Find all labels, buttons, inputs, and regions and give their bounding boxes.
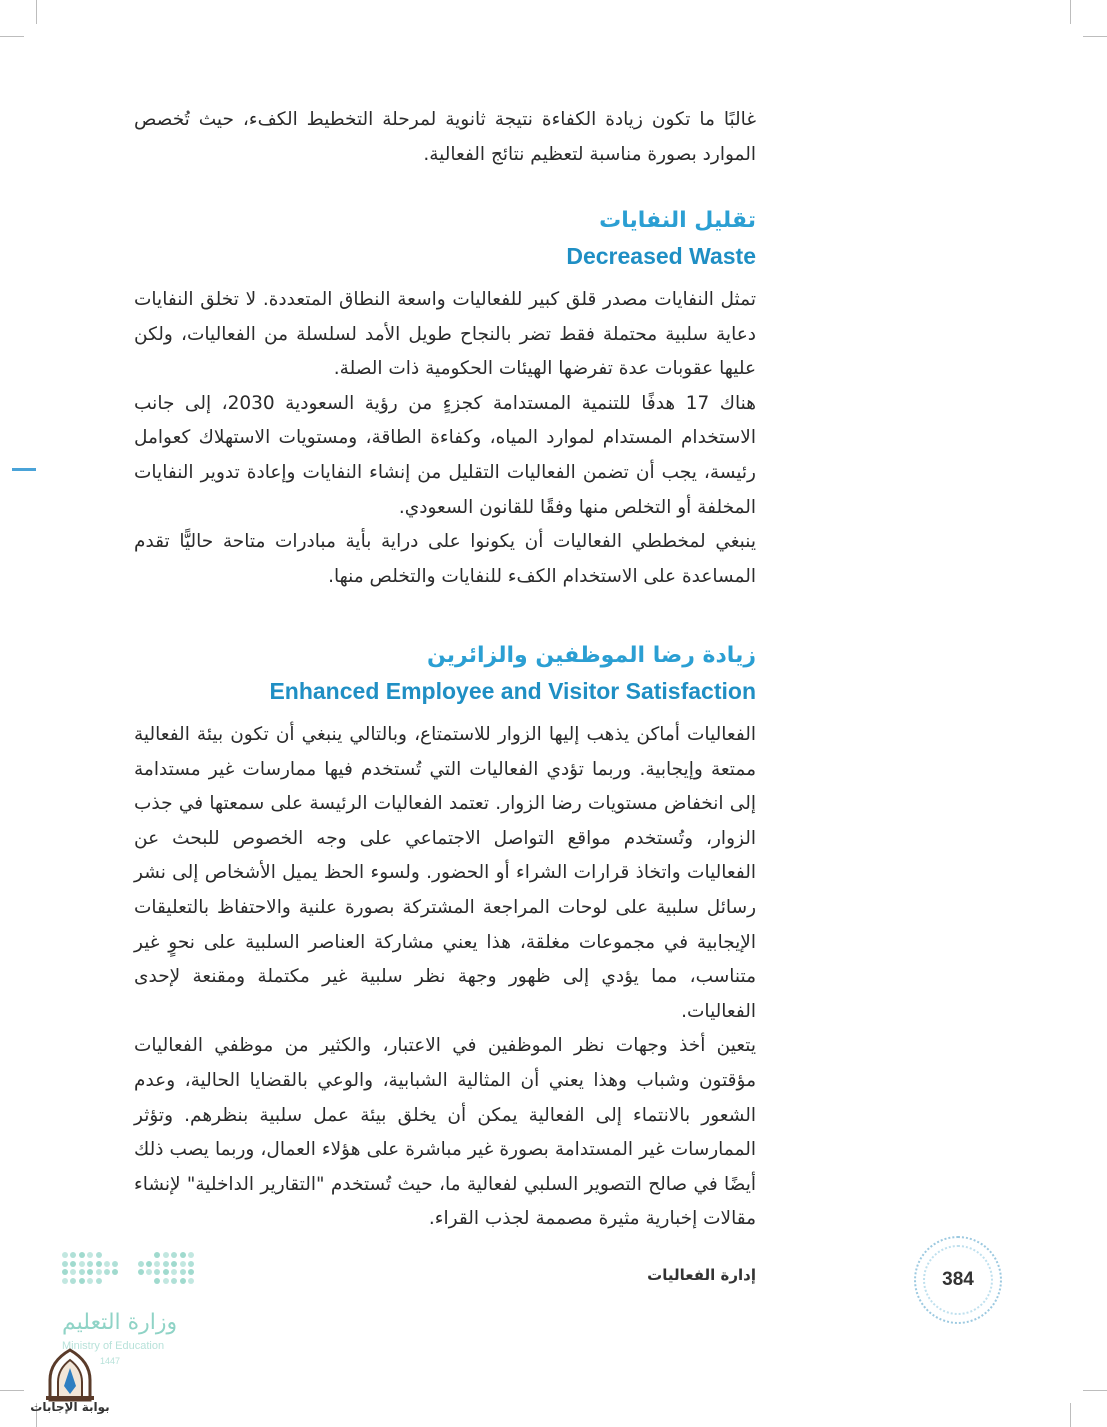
margin-marker [12,468,36,471]
section-enhanced-satisfaction [134,638,756,1237]
section-title-ar: زيادة رضا الموظفين والزائرين [426,643,756,668]
crop-mark [36,0,37,24]
logo-dot [87,1261,93,1267]
logo-dot [70,1261,76,1267]
logo-dot [62,1278,68,1284]
logo-dot [96,1269,102,1275]
crop-mark [1070,1403,1071,1427]
ministry-dots-icon [62,1252,196,1288]
section-decreased-waste [134,203,756,594]
section-title-ar: تقليل النفايات [599,208,756,233]
logo-dot [70,1278,76,1284]
logo-dot [171,1261,177,1267]
logo-dot [79,1252,85,1258]
logo-dot [188,1278,194,1284]
body-paragraph: يتعين أخذ وجهات نظر الموظفين في الاعتبار، والكثير من موظفي الفعاليات مؤقتون وشباب وهذا يعني أن المثالية الشبابية، والوعي بالقضايا الحالية، وعدم الشعور بالانتماء إلى الفعالية يمكن أن يخلق بيئة عمل سلبية بنظرهم. وتؤثر الممارسات غير المستدامة بصورة غير مباشرة على هؤلاء العمال، وربما يصب ذلك أيضًا في صالح التصوير السلبي لفعالية ما، حيث تُستخدم "التقارير الداخلية" لإنشاء مقالات إخبارية مثيرة مصممة لجذب القراء. [134,1035,756,1230]
logo-dot [154,1261,160,1267]
logo-dot [188,1269,194,1275]
logo-dot [79,1269,85,1275]
logo-dot [163,1252,169,1258]
portal-caption: بوابة الإجابات [30,1400,110,1414]
crop-mark [1083,1390,1107,1391]
logo-dot [104,1261,110,1267]
logo-dot [163,1269,169,1275]
logo-dot [79,1261,85,1267]
logo-dot [180,1252,186,1258]
logo-dot [171,1252,177,1258]
section-title-en: Enhanced Employee and Visitor Satisfaction [269,678,756,704]
section-title-en: Decreased Waste [566,243,756,269]
logo-dot [62,1269,68,1275]
portal-watermark [30,1346,110,1422]
logo-dot [96,1261,102,1267]
logo-dot [154,1252,160,1258]
logo-dot [188,1252,194,1258]
logo-dot [146,1261,152,1267]
crop-mark [0,36,24,37]
logo-dot [154,1269,160,1275]
page-number: 384 [942,1269,974,1290]
body-paragraph: ينبغي لمخططي الفعاليات أن يكونوا على دراية بأية مبادرات متاحة حاليًّا تقدم المساعدة على الاستخدام الكفء للنفايات والتخلص منها. [134,531,756,587]
logo-dot [87,1278,93,1284]
logo-dot [87,1269,93,1275]
logo-dot [70,1269,76,1275]
crop-mark [0,1390,24,1391]
logo-dot [146,1269,152,1275]
logo-dot [104,1269,110,1275]
body-paragraph: تمثل النفايات مصدر قلق كبير للفعاليات واسعة النطاق المتعددة. لا تخلق النفايات دعاية سلبية محتملة فقط تضر بالنجاح طويل الأمد لسلسلة من الفعاليات، ولكن عليها عقوبات عدة تفرضها الهيئات الحكومية ذات الصلة. [134,289,756,380]
logo-dot [62,1261,68,1267]
logo-dot [79,1278,85,1284]
logo-dot [171,1278,177,1284]
book-title: إدارة الفعاليات [647,1266,756,1284]
logo-dot [163,1278,169,1284]
logo-dot [180,1269,186,1275]
body-paragraph: هناك 17 هدفًا للتنمية المستدامة كجزءٍ من رؤية السعودية 2030، إلى جانب الاستخدام المستدام لموارد المياه، وكفاءة الطاقة، ومستويات الاستهلاك كعوامل رئيسة، يجب أن تضمن الفعاليات التقليل من إنشاء النفايات وإعادة تدوير النفايات المخلفة أو التخلص منها وفقًا للقانون السعودي. [134,392,756,518]
ministry-name-en: Ministry of Education [62,1340,165,1352]
logo-dot [112,1269,118,1275]
logo-dot [154,1278,160,1284]
logo-dot [163,1261,169,1267]
logo-dot [171,1269,177,1275]
logo-dot [180,1278,186,1284]
logo-dot [138,1269,144,1275]
page-number-ring [923,1245,993,1315]
intro-paragraph: غالبًا ما تكون زيادة الكفاءة نتيجة ثانوية لمرحلة التخطيط الكفء، حيث تُخصص الموارد بصورة مناسبة لتعظيم نتائج الفعالية. [134,109,756,165]
logo-dot [96,1252,102,1258]
logo-dot [87,1252,93,1258]
body-paragraph: الفعاليات أماكن يذهب إليها الزوار للاستمتاع، وبالتالي ينبغي أن تكون بيئة الفعالية ممتعة وإيجابية. وربما تؤدي الفعاليات التي تُستخدم فيها ممارسات غير مستدامة إلى انخفاض مستويات رضا الزوار. تعتمد الفعاليات الرئيسة على سمعتها في جذب الزوار، وتُستخدم مواقع التواصل الاجتماعي على وجه الخصوص للبحث عن الفعاليات واتخاذ قرارات الشراء أو الحضور. ولسوء الحظ يميل الأشخاص إلى نشر رسائل سلبية على لوحات المراجعة المشتركة بصورة علنية والاحتفاظ بالتعليقات الإيجابية في مجموعات مغلقة، هذا يعني مشاركة العناصر السلبية على نحوٍ غير متناسب، مما يؤدي إلى ظهور وجهة نظر سلبية غير مكتملة ومقنعة لإحدى الفعاليات. [134,724,756,1022]
logo-dot [70,1252,76,1258]
logo-dot [138,1261,144,1267]
logo-dot [112,1261,118,1267]
ministry-year: 1447 [100,1356,121,1366]
ministry-name-ar: وزارة التعليم [62,1310,178,1335]
logo-dot [62,1252,68,1258]
intro-block [134,103,756,172]
logo-dot [188,1261,194,1267]
mosque-icon [30,1346,110,1402]
logo-dot [96,1278,102,1284]
logo-dot [180,1261,186,1267]
crop-mark [1070,0,1071,24]
page-number-badge [914,1236,1002,1324]
crop-mark [1083,36,1107,37]
